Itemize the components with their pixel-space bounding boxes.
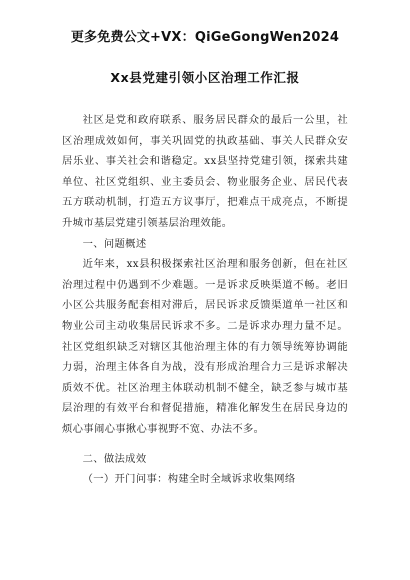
subsection-heading-1: （一）开门问事：构建全时全域诉求收集网络: [82, 473, 296, 486]
promo-header: 更多免费公文+VX：QiGeGongWen2024: [70, 30, 340, 45]
section-heading-measures: 二、做法成效: [82, 452, 147, 465]
section-heading-problems: 一、问题概述: [82, 237, 147, 250]
document-body: [62, 110, 348, 490]
document-title: Xx县党建引领小区治理工作汇报: [110, 70, 300, 85]
problems-paragraph: 近年来，xx县积极探索社区治理和服务创新，但在社区治理过程中仍遇到不少难题。一是诉求反映渠道不畅。老旧小区公共服务配套相对滞后，居民诉求反馈渠道单一社区和物业公司主动收集居民诉求不多。二是诉求办理力量不足。社区党组织缺乏对辖区其他治理主体的有力领导统筹协调能力弱，治理主体各自为战，没有形成治理合力三是诉求解决质效不优。社区治理主体联动机制不健全，缺乏参与城市基层治理的有效平台和督促措施，精准化解发生在居民身边的烦心事闹心事揪心事视野不宽、办法不多。: [62, 258, 348, 435]
intro-paragraph: 社区是党和政府联系、服务居民群众的最后一公里，社区治理成效如何，事关巩固党的执政基础、事关人民群众安居乐业、事关社会和谐稳定。xx县坚持党建引领，探索共建单位、社区党组织、业主委员会、物业服务企业、居民代表五方联动机制，打造五方议事厅，把难点干成亮点，不断提升城市基层党建引领基层治理效能。: [62, 114, 348, 229]
